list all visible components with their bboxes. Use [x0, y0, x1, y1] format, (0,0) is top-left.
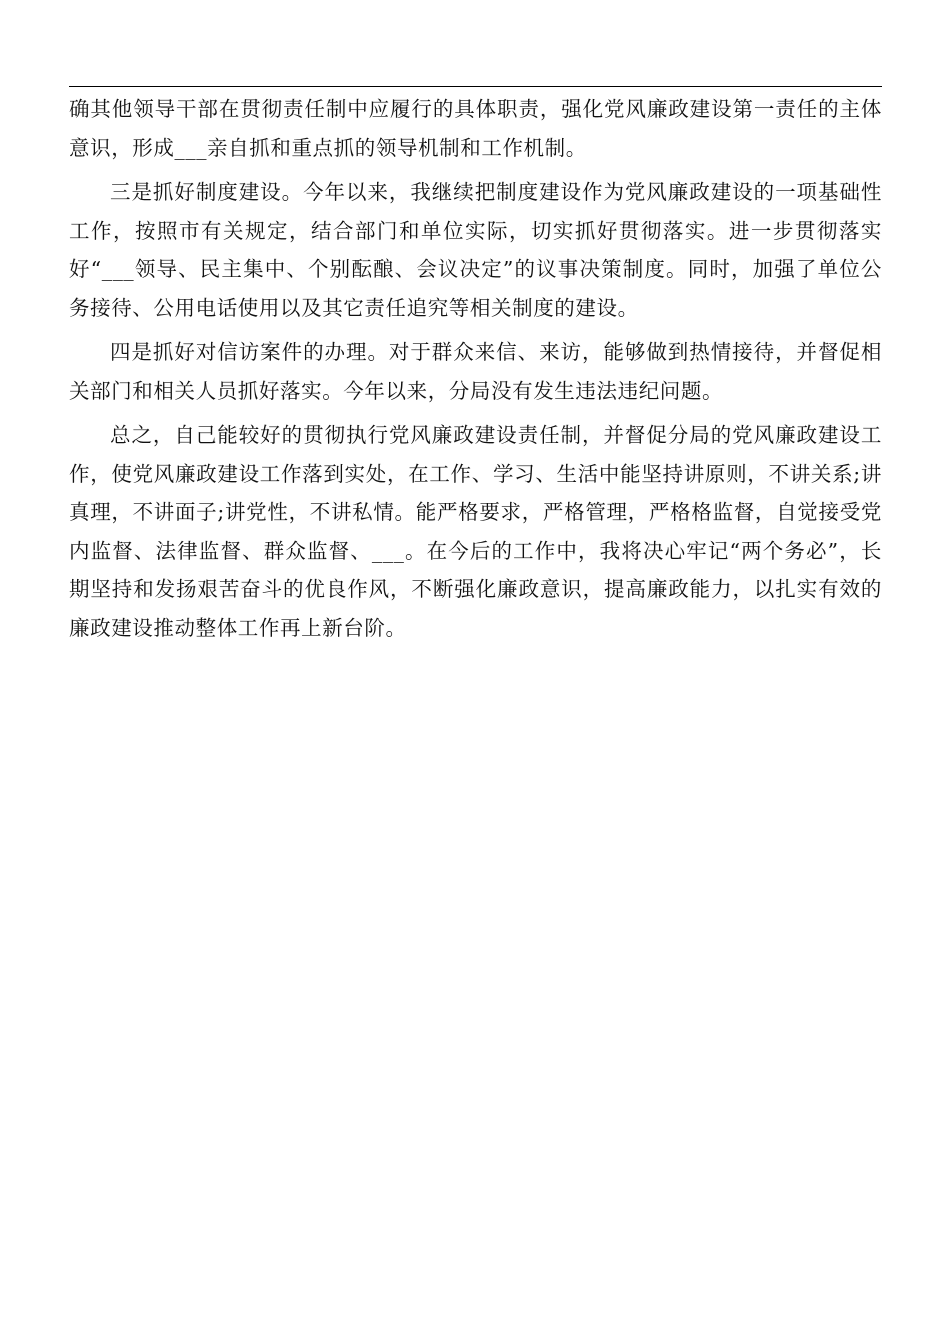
paragraph-2: 三是抓好制度建设。今年以来，我继续把制度建设作为党风廉政建设的一项基础性工作，按照市有关规定，结合部门和单位实际，切实抓好贯彻落实。进一步贯彻落实好“___领导、民主集中、个别酝酿、会议决定”的议事决策制度。同时，加强了单位公务接待、公用电话使用以及其它责任追究等相关制度的建设。 — [69, 180, 882, 320]
document-body — [69, 90, 882, 647]
paragraph-1: 确其他领导干部在贯彻责任制中应履行的具体职责，强化党风廉政建设第一责任的主体意识，形成___亲自抓和重点抓的领导机制和工作机制。 — [69, 97, 882, 160]
header-rule — [69, 86, 882, 87]
paragraph-3: 四是抓好对信访案件的办理。对于群众来信、来访，能够做到热情接待，并督促相关部门和相关人员抓好落实。今年以来，分局没有发生违法违纪问题。 — [69, 340, 882, 403]
paragraph-4: 总之，自己能较好的贯彻执行党风廉政建设责任制，并督促分局的党风廉政建设工作，使党风廉政建设工作落到实处，在工作、学习、生活中能坚持讲原则，不讲关系;讲真理，不讲面子;讲党性，不讲私情。能严格要求，严格管理，严格格监督，自觉接受党内监督、法律监督、群众监督、___。在今后的工作中，我将决心牢记“两个务必”，长期坚持和发扬艰苦奋斗的优良作风，不断强化廉政意识，提高廉政能力，以扎实有效的廉政建设推动整体工作再上新台阶。 — [69, 423, 882, 640]
